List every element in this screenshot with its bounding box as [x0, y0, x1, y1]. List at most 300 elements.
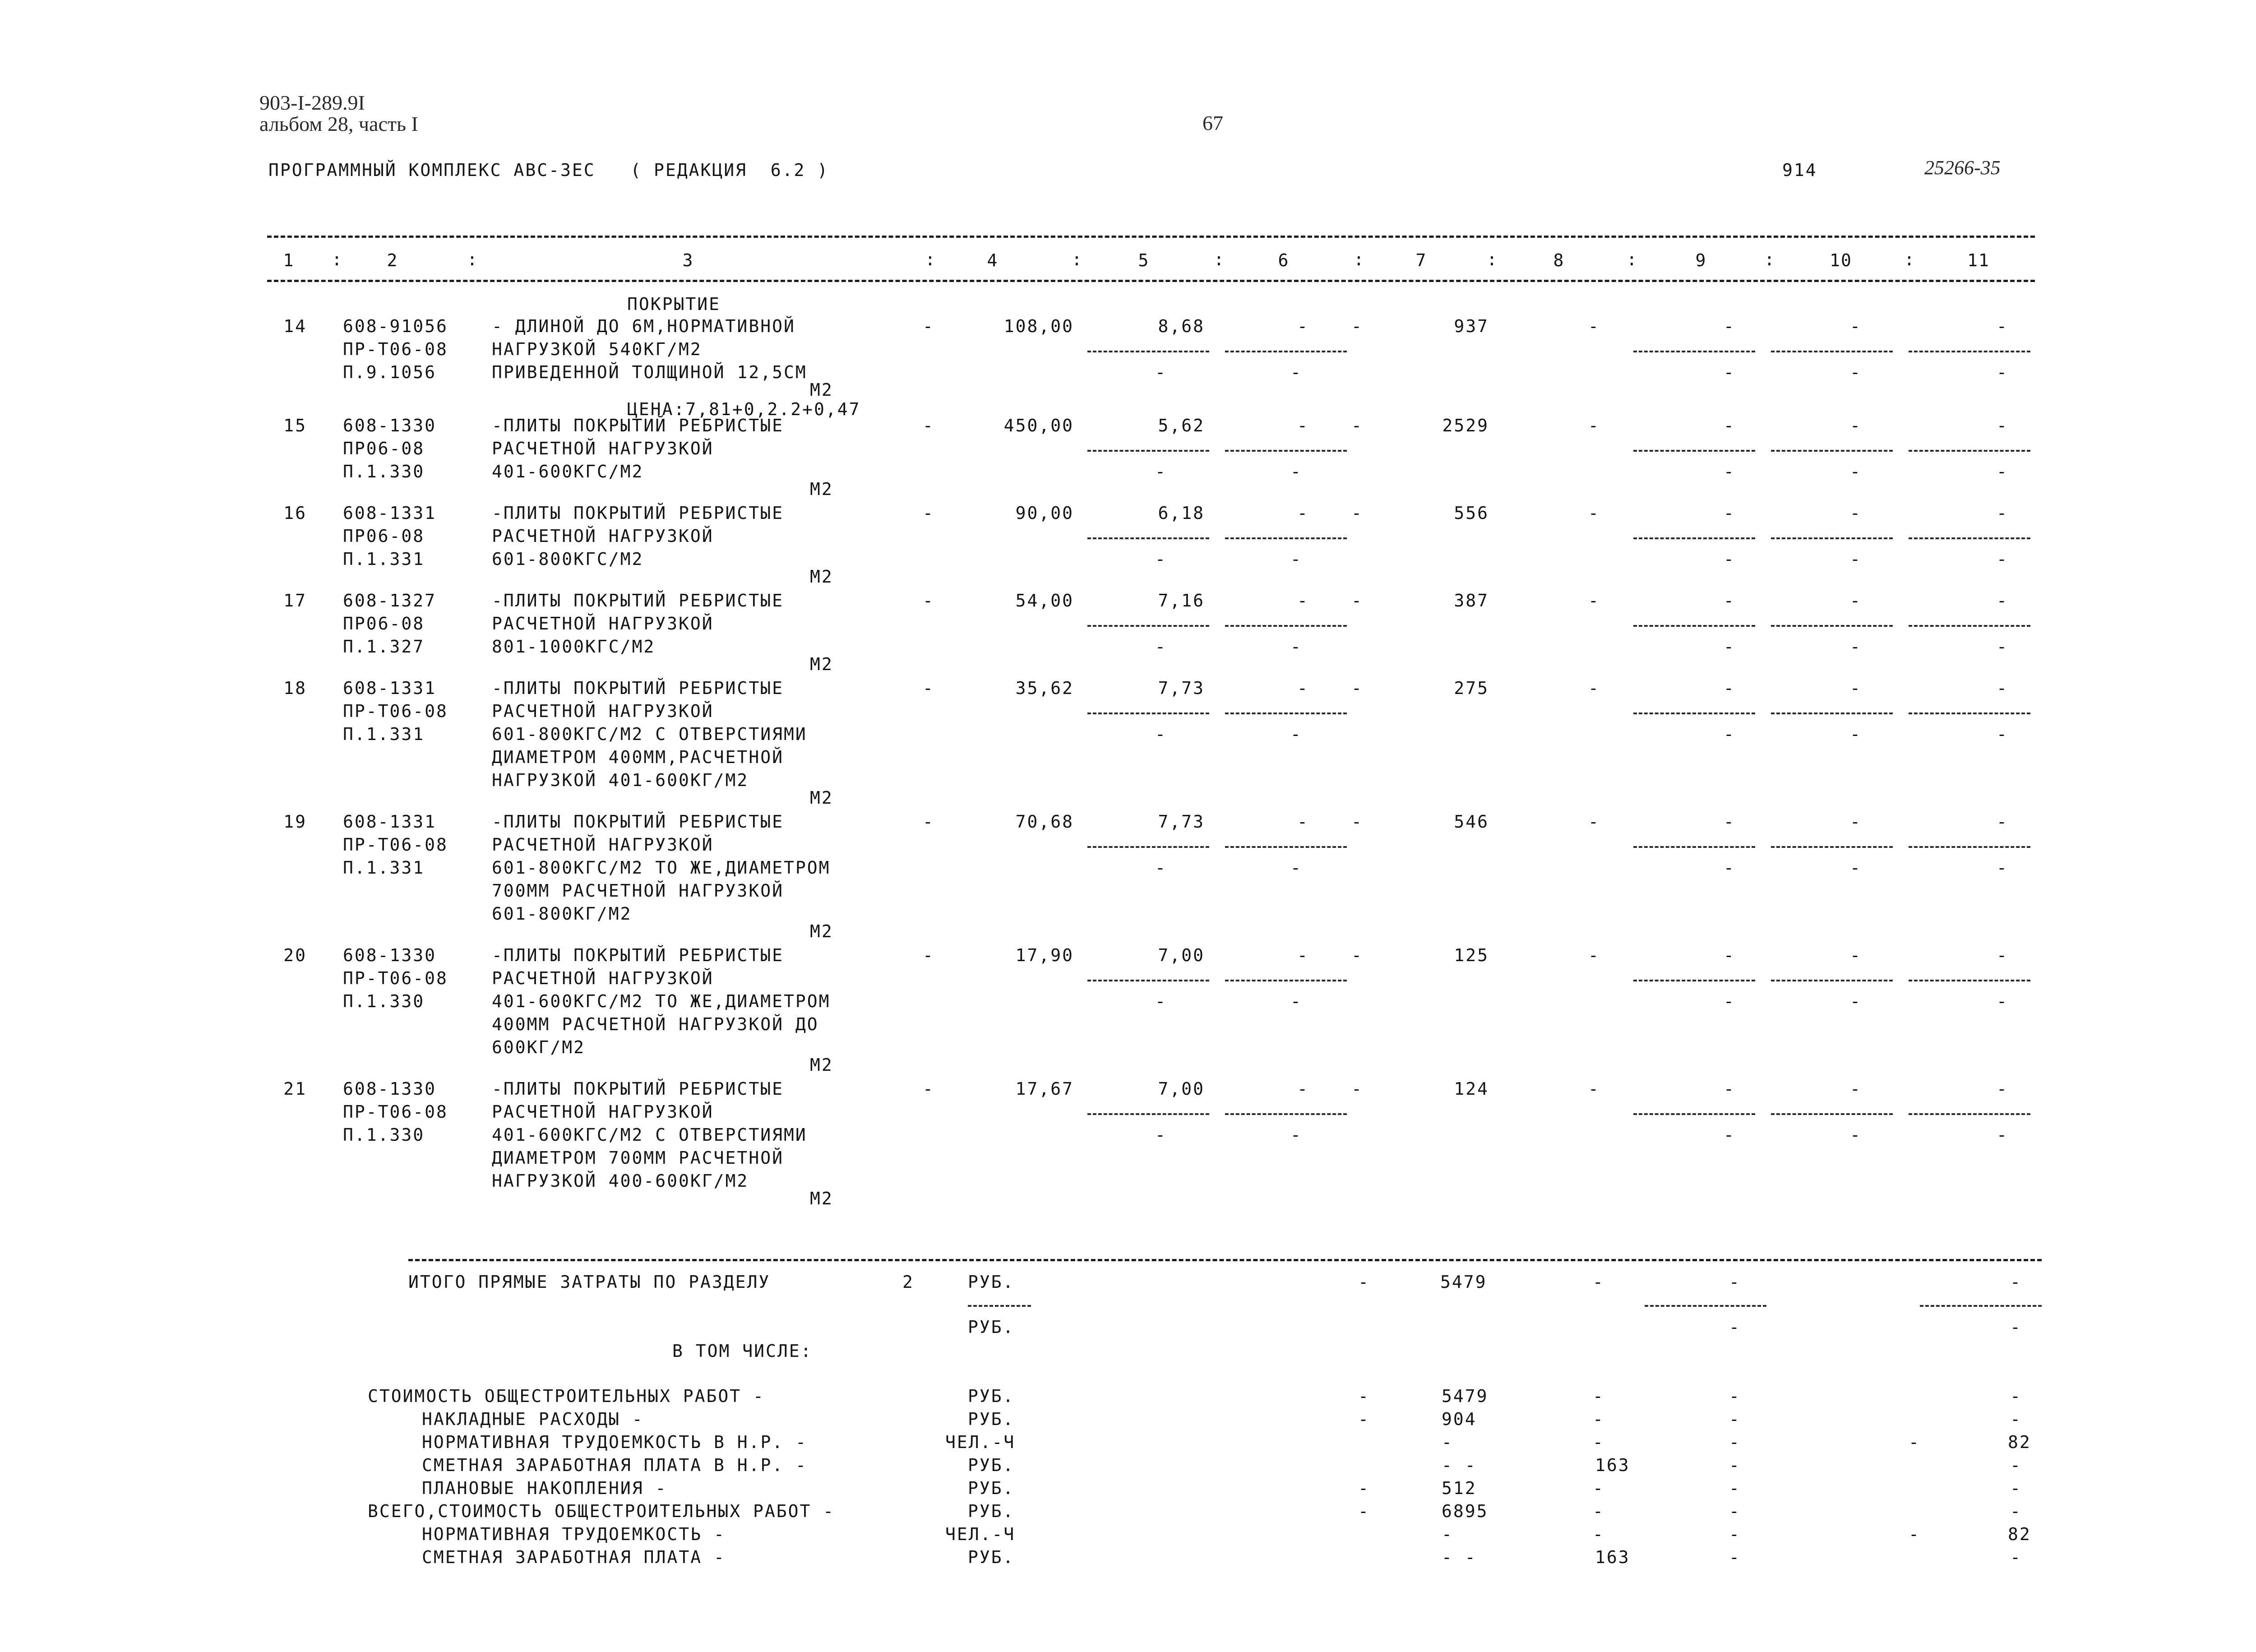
row-c11-underline [1909, 980, 2030, 981]
row-sub-dash: - [1997, 857, 2008, 878]
row-price-underline [1087, 625, 1209, 627]
row-dash-c8: - [1588, 945, 1600, 965]
row-number: 15 [283, 415, 307, 435]
row-dash-c9: - [1724, 1078, 1735, 1099]
row-c9-underline [1633, 846, 1755, 848]
row-sub-dash: - [1290, 549, 1302, 569]
row-code: П.1.330 [343, 991, 425, 1011]
row-c10-underline [1771, 980, 1893, 981]
row-unit-price: 7,16 [1158, 590, 1205, 611]
row-code: 608-1327 [343, 590, 437, 611]
row-c9-underline [1633, 351, 1755, 352]
row-code: 608-91056 [343, 316, 448, 336]
row-dash-c9: - [1724, 316, 1735, 336]
row-dash-c10: - [1850, 678, 1862, 698]
row-unit: М2 [810, 380, 833, 400]
row-description: -ПЛИТЫ ПОКРЫТИЙ РЕБРИСТЫЕ [492, 590, 784, 611]
row-sub-dash: - [1850, 724, 1862, 744]
row-sub-dash: - [1155, 1124, 1167, 1145]
row-sub-dash: - [1155, 991, 1167, 1011]
document-code: 903-I-289.9I [259, 91, 365, 114]
row-description: 401-600КГС/М2 С ОТВЕРСТИЯМИ [492, 1124, 807, 1145]
totals-c11: - [2010, 1272, 2022, 1292]
row-description: ДИАМЕТРОМ 700ММ РАСЧЕТНОЙ [492, 1148, 784, 1168]
row-description: - ДЛИНОЙ ДО 6М,НОРМАТИВНОЙ [492, 316, 795, 336]
row-dash-c10: - [1850, 945, 1862, 965]
summary-dash-c6: - [1358, 1501, 1370, 1521]
row-dash-c10: - [1850, 415, 1862, 435]
summary-c7: 6895 [1442, 1501, 1489, 1521]
row-code: ПР-Т06-08 [343, 968, 448, 988]
row-dash-c9: - [1724, 811, 1735, 832]
row-dash-c3: - [923, 945, 934, 965]
row-number: 16 [283, 503, 307, 523]
row-code: 608-1331 [343, 811, 437, 832]
row-sub-dash: - [1155, 857, 1167, 878]
row-dash-c6a: - [1297, 590, 1309, 611]
summary-c9: - [1729, 1386, 1741, 1406]
row-c11-underline [1909, 846, 2030, 848]
row-sub-dash: - [1724, 724, 1735, 744]
row-dash-c6b: - [1351, 1078, 1363, 1099]
row-code: ПР06-08 [343, 438, 425, 458]
row-dash-c9: - [1724, 503, 1735, 523]
summary-c8: - [1593, 1386, 1604, 1406]
row-sub-dash: - [1724, 549, 1735, 569]
row-c6-underline [1225, 351, 1347, 352]
row-dash-c6a: - [1297, 316, 1309, 336]
row-dash-c10: - [1850, 316, 1862, 336]
row-code: 608-1331 [343, 503, 437, 523]
row-quantity: 54,00 [1015, 590, 1074, 611]
row-c10-underline [1771, 1113, 1893, 1115]
summary-c7: - - [1442, 1455, 1477, 1475]
row-code: ПР06-08 [343, 526, 425, 546]
totals-c8: - [1593, 1272, 1604, 1292]
column-number: 1 [283, 250, 295, 270]
row-sub-dash: - [1290, 636, 1302, 657]
column-number: 5 [1138, 250, 1150, 270]
row-dash-c11: - [1997, 678, 2008, 698]
row-dash-c6b: - [1351, 316, 1363, 336]
summary-c8: - [1593, 1478, 1604, 1498]
row-description: 801-1000КГС/М2 [492, 636, 656, 657]
row-unit-price: 7,00 [1158, 945, 1205, 965]
column-separator: : [467, 250, 477, 269]
row-total: 937 [1454, 316, 1489, 336]
row-code: ПР-Т06-08 [343, 834, 448, 855]
row-total: 387 [1454, 590, 1489, 611]
row-sub-dash: - [1850, 991, 1862, 1011]
row-sub-dash: - [1724, 461, 1735, 481]
row-dash-c6b: - [1351, 811, 1363, 832]
row-code: П.1.330 [343, 461, 425, 481]
row-c9-underline [1633, 450, 1755, 452]
row-description: -ПЛИТЫ ПОКРЫТИЙ РЕБРИСТЫЕ [492, 811, 784, 832]
row-dash-c10: - [1850, 503, 1862, 523]
row-dash-c6b: - [1351, 415, 1363, 435]
row-unit: М2 [810, 787, 833, 808]
row-price-formula: ЦЕНА:7,81+0,2.2+0,47 [627, 399, 861, 419]
row-number: 21 [283, 1078, 307, 1099]
row-dash-c11: - [1997, 415, 2008, 435]
totals-c9-underline [1645, 1305, 1766, 1307]
summary-label: НОРМАТИВНАЯ ТРУДОЕМКОСТЬ - [422, 1524, 726, 1544]
row-sub-dash: - [1290, 461, 1302, 481]
column-separator: : [1627, 250, 1637, 269]
row-c6-underline [1225, 846, 1347, 848]
row-sub-dash: - [1155, 549, 1167, 569]
row-unit-price: 6,18 [1158, 503, 1205, 523]
row-c11-underline [1909, 450, 2030, 452]
row-price-underline [1087, 537, 1209, 539]
row-code: П.1.331 [343, 549, 425, 569]
row-sub-dash: - [1724, 1124, 1735, 1145]
row-sub-dash: - [1850, 636, 1862, 657]
row-quantity: 17,67 [1015, 1078, 1074, 1099]
column-separator: : [1354, 250, 1364, 269]
row-sub-dash: - [1155, 636, 1167, 657]
row-sub-dash: - [1997, 636, 2008, 657]
summary-label: ПЛАНОВЫЕ НАКОПЛЕНИЯ - [422, 1478, 667, 1498]
summary-c9: - [1729, 1478, 1741, 1498]
row-c9-underline [1633, 1113, 1755, 1115]
totals-value: 5479 [1440, 1272, 1487, 1292]
summary-c9: - [1729, 1409, 1741, 1429]
summary-c7: 904 [1442, 1409, 1477, 1429]
row-code: П.1.331 [343, 857, 425, 878]
row-price-underline [1087, 1113, 1209, 1115]
summary-c11: - [2010, 1478, 2022, 1498]
row-description: 400ММ РАСЧЕТНОЙ НАГРУЗКОЙ ДО [492, 1014, 819, 1034]
row-dash-c11: - [1997, 503, 2008, 523]
row-c10-underline [1771, 713, 1893, 714]
row-sub-dash: - [1997, 461, 2008, 481]
row-quantity: 108,00 [1003, 316, 1074, 336]
summary-unit: РУБ. [968, 1501, 1015, 1521]
row-description: -ПЛИТЫ ПОКРЫТИЙ РЕБРИСТЫЕ [492, 1078, 784, 1099]
row-c9-underline [1633, 537, 1755, 539]
row-sub-dash: - [1997, 1124, 2008, 1145]
column-number: 9 [1695, 250, 1707, 270]
album-label: альбом 28, часть I [259, 112, 418, 135]
row-price-underline [1087, 980, 1209, 981]
row-code: 608-1330 [343, 1078, 437, 1099]
row-description: -ПЛИТЫ ПОКРЫТИЙ РЕБРИСТЫЕ [492, 945, 784, 965]
row-dash-c3: - [923, 811, 934, 832]
column-number: 6 [1278, 250, 1290, 270]
in-that-label: В ТОМ ЧИСЛЕ: [672, 1341, 813, 1361]
row-dash-c10: - [1850, 811, 1862, 832]
row-c10-underline [1771, 537, 1893, 539]
row-unit-price: 7,73 [1158, 811, 1205, 832]
row-sub-dash: - [1997, 724, 2008, 744]
row-c6-underline [1225, 713, 1347, 714]
row-total: 546 [1454, 811, 1489, 832]
row-sub-dash: - [1850, 1124, 1862, 1145]
row-description: РАСЧЕТНОЙ НАГРУЗКОЙ [492, 968, 714, 988]
row-description: 601-800КГС/М2 [492, 549, 644, 569]
row-unit: М2 [810, 1188, 833, 1208]
summary-c9: - [1729, 1501, 1741, 1521]
row-unit: М2 [810, 479, 833, 499]
column-separator: : [1072, 250, 1082, 269]
column-number: 8 [1553, 250, 1565, 270]
row-dash-c8: - [1588, 415, 1600, 435]
row-unit-price: 5,62 [1158, 415, 1205, 435]
summary-unit: РУБ. [968, 1409, 1015, 1429]
totals-unit: РУБ. [968, 1272, 1015, 1292]
row-sub-dash: - [1724, 857, 1735, 878]
row-sub-dash: - [1724, 991, 1735, 1011]
row-description: РАСЧЕТНОЙ НАГРУЗКОЙ [492, 613, 714, 634]
row-description: 601-800КГС/М2 С ОТВЕРСТИЯМИ [492, 724, 807, 744]
row-c6-underline [1225, 625, 1347, 627]
header-bottom-rule [267, 280, 2035, 282]
row-description: 401-600КГС/М2 ТО ЖЕ,ДИАМЕТРОМ [492, 991, 831, 1011]
row-dash-c8: - [1588, 503, 1600, 523]
row-c6-underline [1225, 1113, 1347, 1115]
row-unit-price: 7,73 [1158, 678, 1205, 698]
totals-rule [408, 1259, 2042, 1261]
summary-c7: - - [1442, 1547, 1477, 1567]
row-total: 125 [1454, 945, 1489, 965]
summary-unit: РУБ. [968, 1547, 1015, 1567]
summary-dash-c6: - [1358, 1478, 1370, 1498]
row-c11-underline [1909, 713, 2030, 714]
row-c9-underline [1633, 980, 1755, 981]
row-unit: М2 [810, 654, 833, 674]
row-dash-c11: - [1997, 1078, 2008, 1099]
row-unit-price: 7,00 [1158, 1078, 1205, 1099]
row-dash-c9: - [1724, 678, 1735, 698]
row-description: 601-800КГС/М2 ТО ЖЕ,ДИАМЕТРОМ [492, 857, 831, 878]
totals-dash: - [1358, 1272, 1370, 1292]
row-description: РАСЧЕТНОЙ НАГРУЗКОЙ [492, 701, 714, 721]
column-number: 2 [387, 250, 398, 270]
row-c6-underline [1225, 450, 1347, 452]
row-c9-underline [1633, 625, 1755, 627]
totals-c9-2: - [1729, 1317, 1741, 1337]
row-code: П.9.1056 [343, 362, 437, 382]
row-sub-dash: - [1850, 461, 1862, 481]
row-description: ДИАМЕТРОМ 400ММ,РАСЧЕТНОЙ [492, 747, 784, 767]
row-dash-c11: - [1997, 590, 2008, 611]
totals-label: ИТОГО ПРЯМЫЕ ЗАТРАТЫ ПО РАЗДЕЛУ [408, 1272, 771, 1292]
summary-unit: ЧЕЛ.-Ч [945, 1432, 1016, 1452]
totals-c9: - [1729, 1272, 1741, 1292]
row-sub-dash: - [1290, 991, 1302, 1011]
column-number: 11 [1967, 250, 1990, 270]
row-dash-c3: - [923, 415, 934, 435]
row-c10-underline [1771, 625, 1893, 627]
row-quantity: 17,90 [1015, 945, 1074, 965]
row-description: НАГРУЗКОЙ 400-600КГ/М2 [492, 1171, 749, 1191]
summary-c8: - [1593, 1524, 1604, 1544]
row-price-underline [1087, 846, 1209, 848]
summary-c11: - [2010, 1386, 2022, 1406]
row-description: РАСЧЕТНОЙ НАГРУЗКОЙ [492, 438, 714, 458]
row-dash-c10: - [1850, 590, 1862, 611]
row-dash-c6a: - [1297, 503, 1309, 523]
row-dash-c6a: - [1297, 678, 1309, 698]
row-code: П.1.330 [343, 1124, 425, 1145]
summary-c11: - [2010, 1501, 2022, 1521]
row-code: ПР-Т06-08 [343, 701, 448, 721]
row-sub-dash: - [1290, 362, 1302, 382]
row-dash-c3: - [923, 503, 934, 523]
summary-label: НОРМАТИВНАЯ ТРУДОЕМКОСТЬ В Н.Р. - [422, 1432, 807, 1452]
summary-c7: - [1442, 1432, 1453, 1452]
column-number: 3 [682, 250, 694, 270]
page-number: 67 [1202, 111, 1223, 134]
row-description: 600КГ/М2 [492, 1037, 586, 1057]
summary-label: СТОИМОСТЬ ОБЩЕСТРОИТЕЛЬНЫХ РАБОТ - [368, 1386, 765, 1406]
summary-dash-c6: - [1358, 1409, 1370, 1429]
column-number: 10 [1830, 250, 1852, 270]
row-quantity: 70,68 [1015, 811, 1074, 832]
row-dash-c6a: - [1297, 415, 1309, 435]
row-dash-c11: - [1997, 945, 2008, 965]
row-price-underline [1087, 450, 1209, 452]
row-dash-c9: - [1724, 590, 1735, 611]
row-dash-c8: - [1588, 590, 1600, 611]
row-dash-c8: - [1588, 1078, 1600, 1099]
row-sub-dash: - [1724, 362, 1735, 382]
column-separator: : [925, 250, 935, 269]
row-c11-underline [1909, 537, 2030, 539]
row-sub-dash: - [1155, 724, 1167, 744]
totals-unit-underline [968, 1305, 1031, 1307]
row-c11-underline [1909, 1113, 2030, 1115]
row-sub-dash: - [1155, 461, 1167, 481]
column-separator: : [1487, 250, 1497, 269]
row-c9-underline [1633, 713, 1755, 714]
row-c10-underline [1771, 450, 1893, 452]
column-separator: : [1764, 250, 1775, 269]
row-total: 556 [1454, 503, 1489, 523]
row-sub-dash: - [1997, 362, 2008, 382]
summary-c9: - [1729, 1547, 1741, 1567]
program-title: ПРОГРАММНЫЙ КОМПЛЕКС АВС-3ЕС ( РЕДАКЦИЯ 6.2 ) [268, 160, 829, 180]
row-total: 275 [1454, 678, 1489, 698]
summary-c10: - [1909, 1432, 1920, 1452]
row-code: ПР06-08 [343, 613, 425, 634]
row-c6-underline [1225, 980, 1347, 981]
summary-c9: - [1729, 1455, 1741, 1475]
row-code: П.1.327 [343, 636, 425, 657]
row-c10-underline [1771, 846, 1893, 848]
summary-unit: РУБ. [968, 1478, 1015, 1498]
row-dash-c6b: - [1351, 945, 1363, 965]
row-dash-c8: - [1588, 678, 1600, 698]
row-sub-dash: - [1850, 857, 1862, 878]
row-unit: М2 [810, 566, 833, 587]
row-description: ПРИВЕДЕННОЙ ТОЛЩИНОЙ 12,5СМ [492, 362, 807, 382]
row-number: 17 [283, 590, 307, 611]
totals-section: 2 [902, 1272, 914, 1292]
summary-unit: РУБ. [968, 1386, 1015, 1406]
column-separator: : [332, 250, 342, 269]
summary-c8: 163 [1595, 1455, 1630, 1475]
row-description: НАГРУЗКОЙ 401-600КГ/М2 [492, 770, 749, 790]
row-dash-c11: - [1997, 316, 2008, 336]
summary-dash-c6: - [1358, 1386, 1370, 1406]
row-unit: М2 [810, 921, 833, 941]
row-description: -ПЛИТЫ ПОКРЫТИЙ РЕБРИСТЫЕ [492, 678, 784, 698]
totals-c11-2: - [2010, 1317, 2022, 1337]
row-dash-c6b: - [1351, 590, 1363, 611]
summary-c11: 82 [2008, 1432, 2031, 1452]
summary-c8: 163 [1595, 1547, 1630, 1567]
row-code: ПР-Т06-08 [343, 339, 448, 359]
row-unit: М2 [810, 1055, 833, 1075]
row-code: 608-1330 [343, 945, 437, 965]
summary-c10: - [1909, 1524, 1920, 1544]
row-dash-c6b: - [1351, 503, 1363, 523]
row-quantity: 35,62 [1015, 678, 1074, 698]
totals-c11-underline [1920, 1305, 2042, 1307]
summary-c7: - [1442, 1524, 1453, 1544]
row-dash-c9: - [1724, 415, 1735, 435]
summary-c8: - [1593, 1501, 1604, 1521]
row-description: НАГРУЗКОЙ 540КГ/М2 [492, 339, 702, 359]
summary-c11: - [2010, 1409, 2022, 1429]
row-c11-underline [1909, 351, 2030, 352]
row-description: РАСЧЕТНОЙ НАГРУЗКОЙ [492, 834, 714, 855]
summary-label: СМЕТНАЯ ЗАРАБОТНАЯ ПЛАТА В Н.Р. - [422, 1455, 807, 1475]
row-number: 14 [283, 316, 307, 336]
row-description: -ПЛИТЫ ПОКРЫТИЙ РЕБРИСТЫЕ [492, 415, 784, 435]
row-description: 401-600КГС/М2 [492, 461, 644, 481]
row-sub-dash: - [1155, 362, 1167, 382]
row-dash-c8: - [1588, 811, 1600, 832]
summary-c11: - [2010, 1455, 2022, 1475]
row-number: 19 [283, 811, 307, 832]
row-c6-underline [1225, 537, 1347, 539]
row-c10-underline [1771, 351, 1893, 352]
code-914: 914 [1782, 160, 1817, 180]
row-c11-underline [1909, 625, 2030, 627]
row-price-underline [1087, 713, 1209, 714]
row-dash-c6a: - [1297, 811, 1309, 832]
header-top-rule [267, 236, 2035, 238]
row-sub-dash: - [1997, 549, 2008, 569]
row-code: П.1.331 [343, 724, 425, 744]
row-dash-c9: - [1724, 945, 1735, 965]
column-number: 4 [987, 250, 999, 270]
row-sub-dash: - [1290, 1124, 1302, 1145]
summary-unit: ЧЕЛ.-Ч [945, 1524, 1016, 1544]
row-code: 608-1330 [343, 415, 437, 435]
document-number: 25266-35 [1924, 157, 2001, 179]
row-sub-dash: - [1850, 549, 1862, 569]
row-sub-dash: - [1724, 636, 1735, 657]
row-dash-c3: - [923, 316, 934, 336]
row-sub-dash: - [1290, 857, 1302, 878]
summary-c8: - [1593, 1432, 1604, 1452]
column-separator: : [1904, 250, 1914, 269]
row-total: 2529 [1442, 415, 1489, 435]
summary-label: СМЕТНАЯ ЗАРАБОТНАЯ ПЛАТА - [422, 1547, 726, 1567]
row-sub-dash: - [1290, 724, 1302, 744]
row-dash-c3: - [923, 1078, 934, 1099]
row-quantity: 90,00 [1015, 503, 1074, 523]
row-sub-dash: - [1850, 362, 1862, 382]
column-separator: : [1214, 250, 1224, 269]
row-dash-c6a: - [1297, 945, 1309, 965]
row-price-underline [1087, 351, 1209, 352]
